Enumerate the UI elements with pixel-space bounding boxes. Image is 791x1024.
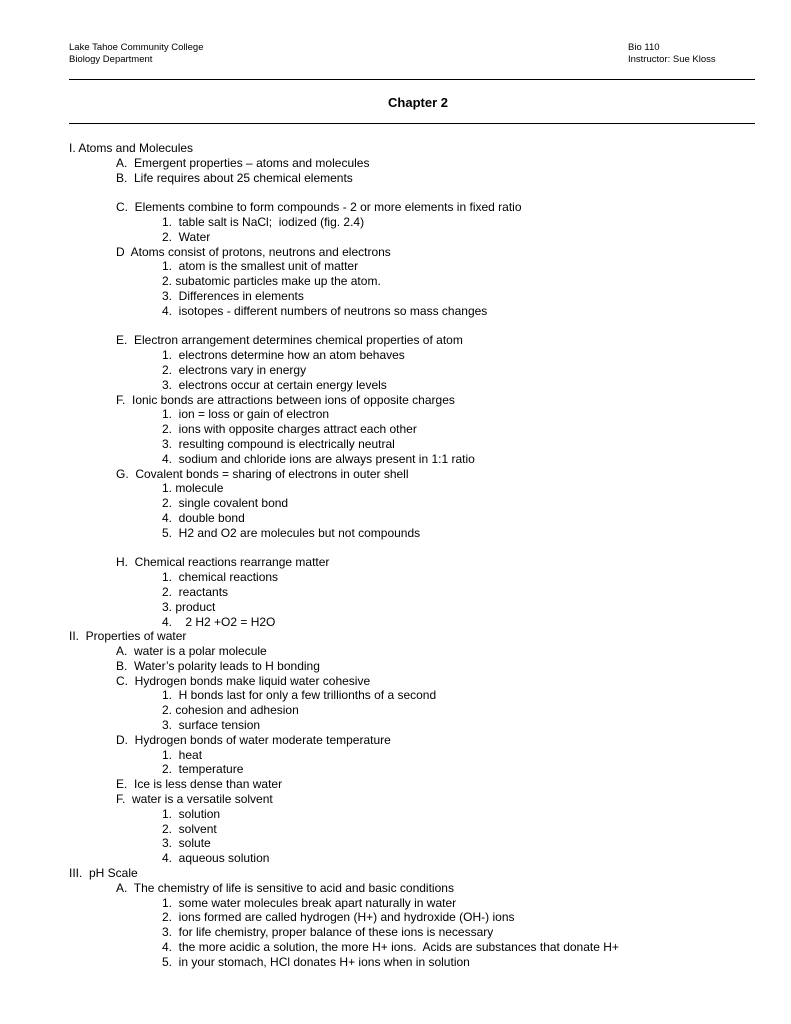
- outline-subsection: A. The chemistry of life is sensitive to acid and basic conditions: [116, 880, 454, 895]
- outline-item: 3. solute: [162, 836, 211, 851]
- outline-item: 1. chemical reactions: [162, 570, 279, 585]
- header-left: [69, 42, 203, 66]
- blank-line: [69, 541, 759, 556]
- outline-item: 4. the more acidic a solution, the more H+ ions. Acids are substances that donate H+: [162, 940, 619, 955]
- outline-item: 1. atom is the smallest unit of matter: [162, 259, 359, 274]
- outline-item: 1. solution: [162, 806, 221, 821]
- blank-line: [69, 185, 759, 200]
- outline-item: 1. ion = loss or gain of electron: [162, 407, 330, 422]
- outline-item: 2. Water: [162, 229, 211, 244]
- outline-subsection: B. Water’s polarity leads to H bonding: [116, 658, 320, 673]
- outline-subsection: F. water is a versatile solvent: [116, 792, 273, 807]
- outline-section: II. Properties of water: [69, 629, 187, 644]
- department-name: Biology Department: [69, 54, 153, 65]
- outline-item: 1. electrons determine how an atom behaves: [162, 348, 405, 363]
- outline-subsection: B. Life requires about 25 chemical elements: [116, 170, 353, 185]
- outline-item: 3. resulting compound is electrically neutral: [162, 436, 395, 451]
- outline-item: 1. table salt is NaCl; iodized (fig. 2.4): [162, 214, 365, 229]
- outline-item: 4. aqueous solution: [162, 851, 270, 866]
- outline-item: 3. electrons occur at certain energy levels: [162, 377, 387, 392]
- outline-item: 4. 2 H2 +O2 = H2O: [162, 614, 276, 629]
- outline-item: 3. surface tension: [162, 718, 261, 733]
- page-title: Chapter 2: [388, 95, 448, 110]
- outline-subsection: E. Ice is less dense than water: [116, 777, 283, 792]
- outline-item: 1. H bonds last for only a few trillionths of a second: [162, 688, 437, 703]
- outline-subsection: F. Ionic bonds are attractions between ions of opposite charges: [116, 392, 455, 407]
- outline-subsection: C. Hydrogen bonds make liquid water cohesive: [116, 673, 371, 688]
- outline-subsection: A. Emergent properties – atoms and molecules: [116, 155, 370, 170]
- outline-subsection: C. Elements combine to form compounds - 2 or more elements in fixed ratio: [116, 200, 522, 215]
- outline-subsection: D. Hydrogen bonds of water moderate temperature: [116, 732, 391, 747]
- outline-item: 2. ions formed are called hydrogen (H+) and hydroxide (OH-) ions: [162, 910, 515, 925]
- outline-item: 1. molecule: [162, 481, 224, 496]
- header-divider: [69, 79, 755, 80]
- outline-section: III. pH Scale: [69, 866, 138, 881]
- outline-item: 4. isotopes - different numbers of neutrons so mass changes: [162, 303, 488, 318]
- outline-subsection: A. water is a polar molecule: [116, 644, 267, 659]
- outline-item: 2. subatomic particles make up the atom.: [162, 274, 381, 289]
- outline-item: 2. temperature: [162, 762, 244, 777]
- outline-item: 3. Differences in elements: [162, 288, 304, 303]
- outline-item: 1. some water molecules break apart naturally in water: [162, 895, 457, 910]
- outline-subsection: H. Chemical reactions rearrange matter: [116, 555, 330, 570]
- outline-item: 5. in your stomach, HCl donates H+ ions when in solution: [162, 954, 470, 969]
- chapter-outline: [69, 141, 759, 970]
- outline-subsection: E. Electron arrangement determines chemical properties of atom: [116, 333, 463, 348]
- college-name: Lake Tahoe Community College: [69, 42, 204, 53]
- outline-subsection: D Atoms consist of protons, neutrons and electrons: [116, 244, 391, 259]
- outline-item: 1. heat: [162, 747, 203, 762]
- outline-item: 3. for life chemistry, proper balance of these ions is necessary: [162, 925, 494, 940]
- outline-item: 2. solvent: [162, 821, 217, 836]
- course-code: Bio 110: [628, 42, 660, 53]
- outline-item: 5. H2 and O2 are molecules but not compounds: [162, 525, 421, 540]
- outline-item: 2. single covalent bond: [162, 496, 289, 511]
- outline-item: 4. double bond: [162, 510, 245, 525]
- header-right: [628, 42, 716, 66]
- blank-line: [69, 319, 759, 334]
- title-divider: [69, 123, 755, 124]
- outline-item: 3. product: [162, 599, 216, 614]
- outline-subsection: G. Covalent bonds = sharing of electrons in outer shell: [116, 466, 409, 481]
- outline-item: 2. cohesion and adhesion: [162, 703, 299, 718]
- outline-section: I. Atoms and Molecules: [69, 141, 194, 155]
- outline-item: 2. ions with opposite charges attract each other: [162, 422, 417, 437]
- instructor-name: Instructor: Sue Kloss: [628, 54, 716, 65]
- outline-item: 2. electrons vary in energy: [162, 362, 307, 377]
- outline-item: 2. reactants: [162, 584, 229, 599]
- outline-item: 4. sodium and chloride ions are always present in 1:1 ratio: [162, 451, 475, 466]
